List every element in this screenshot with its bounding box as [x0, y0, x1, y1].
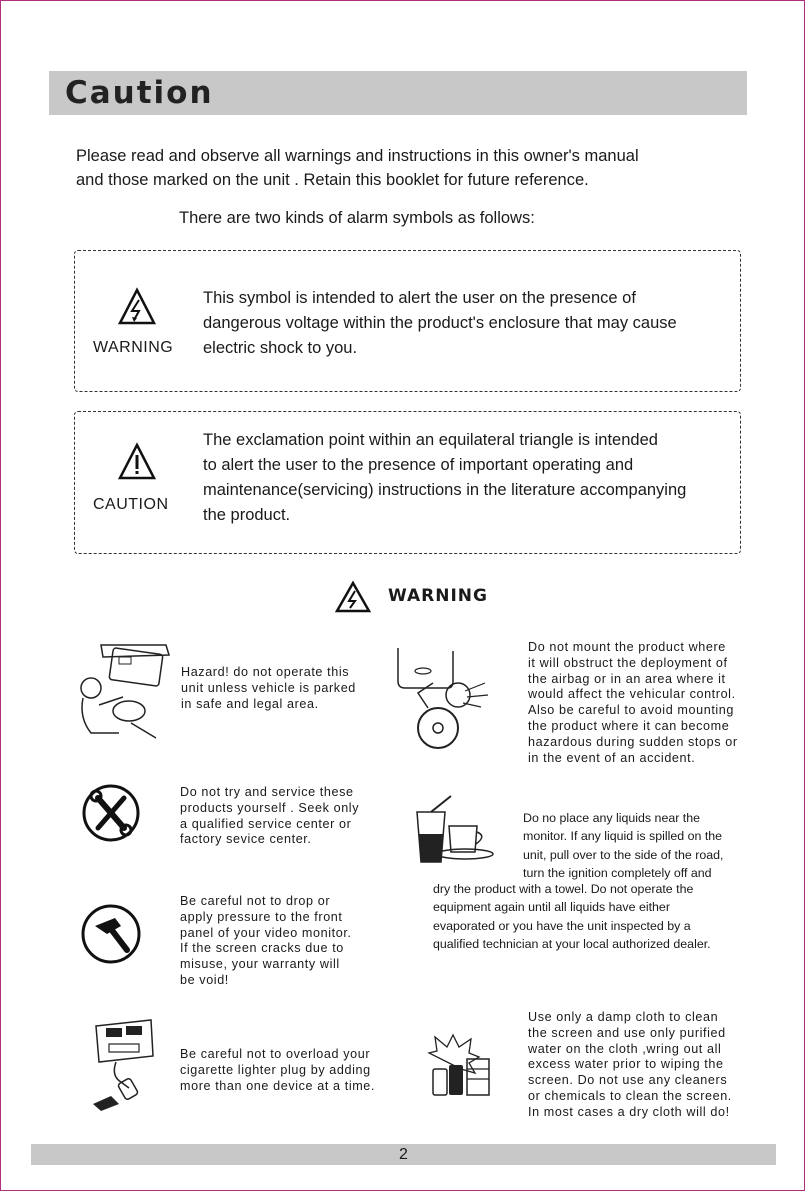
warning-line: This symbol is intended to alert the user on the presence of [203, 289, 636, 307]
caution-line: The exclamation point within an equilateral triangle is intended [203, 431, 658, 449]
page-title: Caution [65, 75, 214, 111]
caution-line: to alert the user to the presence of important operating and [203, 456, 634, 474]
liquid-cups-illustration [413, 794, 495, 866]
airbag-text: Do not mount the product where it will obstruct the deployment of the airbag or in an area where it would affect the vehicular control. Also be careful to avoid mounting the product where it can become hazardous during sudden stops or in the event of an accident. [528, 640, 738, 765]
intro-paragraph [76, 144, 756, 192]
tools-icon [82, 784, 140, 842]
cleaning-text: Use only a damp cloth to clean the screen and use only purified water on the cloth ,wring out all excess water prior to wiping the screen. Do not use any cleaners or chemicals to clean the screen. In most cases a dry cloth will do! [528, 1010, 732, 1119]
liquids-text-upper: Do no place any liquids near the monitor. If any liquid is spilled on the unit, pull over to the side of the road, turn the ignition completely off and [523, 811, 724, 881]
drop-text: Be careful not to drop or apply pressure to the front panel of your video monitor. If the screen cracks due to misuse, your warranty will be void! [180, 894, 352, 987]
service-text: Do not try and service these products yourself . Seek only a qualified service center or factory sevice center. [180, 785, 360, 847]
warning-line: electric shock to you. [203, 339, 358, 357]
warning-line: dangerous voltage within the product's enclosure that may cause [203, 314, 677, 332]
caution-label: CAUTION [93, 496, 169, 513]
warning-label: WARNING [93, 339, 174, 356]
warning-voltage-icon [117, 287, 157, 327]
driver-hazard-illustration [71, 633, 181, 743]
cleaning-chemicals-illustration [421, 1033, 497, 1101]
hazard-text: Hazard! do not operate this unit unless vehicle is parked in safe and legal area. [181, 665, 356, 711]
intro-line: and those marked on the unit . Retain this booklet for future reference. [76, 171, 589, 189]
airbag-illustration [393, 643, 493, 753]
warning-description [203, 286, 733, 361]
caution-exclamation-icon [117, 442, 157, 482]
hammer-icon [81, 904, 141, 964]
caution-description [203, 428, 733, 528]
caution-line: the product. [203, 506, 291, 524]
page-number: 2 [399, 1146, 408, 1163]
intro-line: Please read and observe all warnings and instructions in this owner's manual [76, 147, 639, 165]
overload-text: Be careful not to overload your cigarette lighter plug by adding more than one device at a time. [180, 1047, 376, 1093]
symbol-kinds-text: There are two kinds of alarm symbols as follows: [179, 209, 535, 227]
lighter-plug-illustration [81, 1016, 161, 1111]
caution-line: maintenance(servicing) instructions in the literature accompanying [203, 481, 687, 499]
warning-heading: WARNING [388, 586, 488, 606]
liquids-text-lower: dry the product with a towel. Do not operate the equipment again until all liquids have either evaporated or you have the unit inspected by a qualified technician at your local authorized dealer. [433, 882, 711, 952]
warning-heading-icon [335, 581, 371, 613]
